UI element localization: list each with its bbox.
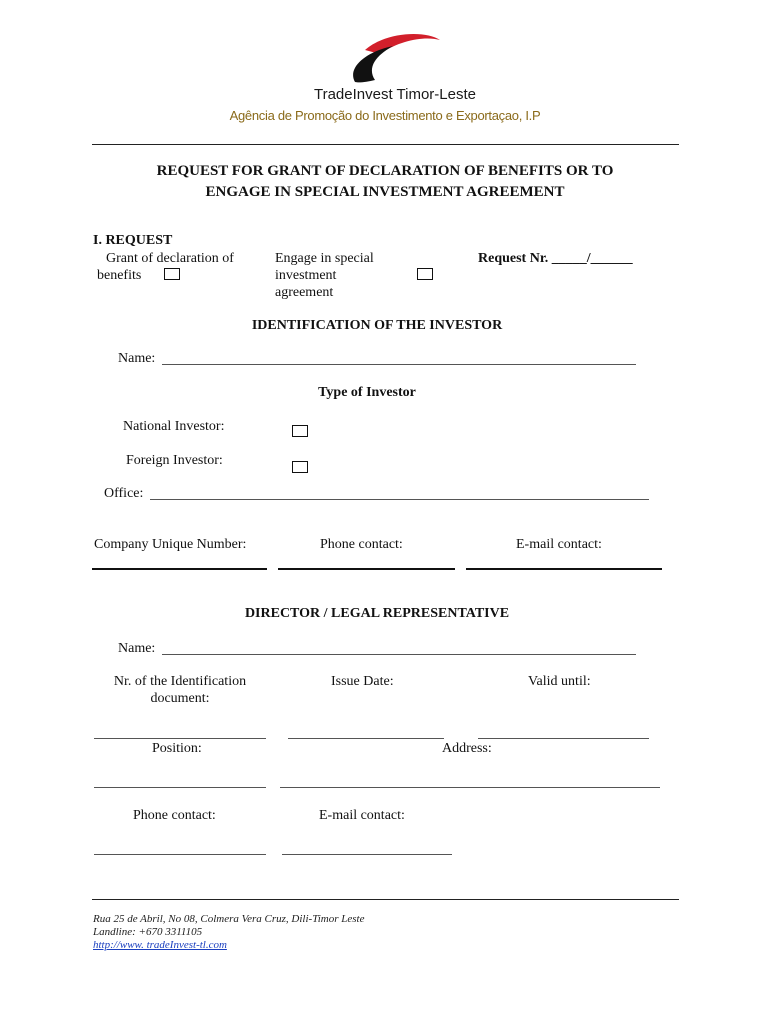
foreign-investor-checkbox[interactable] xyxy=(292,461,308,473)
engage-label-line3: agreement xyxy=(275,285,334,300)
company-number-label: Company Unique Number: xyxy=(94,537,247,552)
office-field[interactable] xyxy=(150,499,649,500)
request-number-field[interactable]: Request Nr. _____/______ xyxy=(478,251,633,266)
tradeinvest-logo xyxy=(345,30,445,88)
investor-section-heading: IDENTIFICATION OF THE INVESTOR xyxy=(251,318,503,333)
foreign-investor-label: Foreign Investor: xyxy=(126,453,223,468)
director-section-heading: DIRECTOR / LEGAL REPRESENTATIVE xyxy=(244,606,510,621)
form-title-line1: REQUEST FOR GRANT OF DECLARATION OF BENEFITS OR TO xyxy=(156,163,614,179)
id-document-label-line2: document: xyxy=(150,691,210,706)
investor-phone-label: Phone contact: xyxy=(320,537,403,552)
logo-red-swoosh xyxy=(365,34,440,54)
form-title-line2: ENGAGE IN SPECIAL INVESTMENT AGREEMENT xyxy=(205,184,565,200)
director-email-label: E-mail contact: xyxy=(319,808,405,823)
investor-email-label: E-mail contact: xyxy=(516,537,602,552)
header-divider xyxy=(92,144,679,145)
director-phone-field[interactable] xyxy=(94,854,266,855)
address-label: Address: xyxy=(442,741,492,756)
investor-phone-field[interactable] xyxy=(278,568,455,570)
director-name-label: Name: xyxy=(118,641,156,656)
investor-type-heading: Type of Investor xyxy=(318,385,416,400)
footer-website-link[interactable]: http://www. tradeInvest-tl.com xyxy=(93,939,227,951)
request-heading: I. REQUEST xyxy=(93,233,173,248)
id-document-label-line1: Nr. of the Identification xyxy=(113,674,247,689)
issue-date-field[interactable] xyxy=(288,738,444,739)
director-email-field[interactable] xyxy=(282,854,452,855)
national-investor-checkbox[interactable] xyxy=(292,425,308,437)
grant-checkbox[interactable] xyxy=(164,268,180,280)
engage-label-line1: Engage in special xyxy=(275,251,374,266)
investor-email-field[interactable] xyxy=(466,568,662,570)
footer-divider xyxy=(92,899,679,900)
director-phone-label: Phone contact: xyxy=(133,808,216,823)
grant-label-line2: benefits xyxy=(97,268,142,283)
position-field[interactable] xyxy=(94,787,266,788)
footer-website-container xyxy=(93,939,227,952)
footer-landline: Landline: +670 3311105 xyxy=(93,926,203,938)
engage-checkbox[interactable] xyxy=(417,268,433,280)
issue-date-label: Issue Date: xyxy=(331,674,394,689)
director-name-field[interactable] xyxy=(162,654,636,655)
logo-company-name: TradeInvest Timor-Leste xyxy=(313,86,476,103)
investor-name-label: Name: xyxy=(118,351,156,366)
id-document-field[interactable] xyxy=(94,738,266,739)
footer-address: Rua 25 de Abril, No 08, Colmera Vera Cruz, Dili-Timor Leste xyxy=(93,913,365,925)
investor-name-field[interactable] xyxy=(162,364,636,365)
engage-label-line2: investment xyxy=(275,268,337,283)
agency-name: Agência de Promoção do Investimento e Exportaçao, I.P xyxy=(229,108,541,123)
office-label: Office: xyxy=(104,486,144,501)
grant-label-line1: Grant of declaration of xyxy=(106,251,234,266)
company-number-field[interactable] xyxy=(92,568,267,570)
national-investor-label: National Investor: xyxy=(123,419,225,434)
valid-until-field[interactable] xyxy=(478,738,649,739)
valid-until-label: Valid until: xyxy=(528,674,591,689)
address-field[interactable] xyxy=(280,787,660,788)
position-label: Position: xyxy=(152,741,202,756)
